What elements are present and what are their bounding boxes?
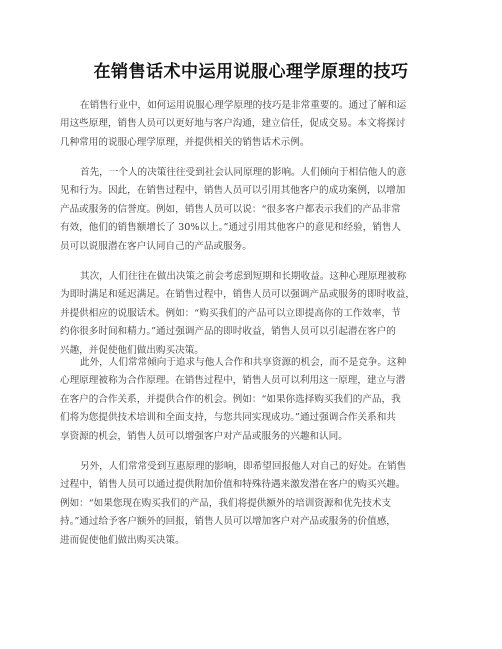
paragraph-line: 进而促使他们做出购买决策。 bbox=[60, 534, 185, 546]
paragraph-line: 持。”通过给予客户额外的回报，销售人员可以增加客户对产品或服务的价值感， bbox=[60, 516, 396, 528]
paragraph-line: 几种常用的说服心理学原理，并提供相关的销售话术示例。 bbox=[60, 136, 310, 148]
paragraph-line: 享资源的机会，销售人员可以增强客户对产品或服务的兴趣和认同。 bbox=[60, 430, 348, 442]
paragraph-line: 首先，一个人的决策往往受到社会认同原理的影响。人们倾向于相信他人的意 bbox=[80, 167, 407, 178]
paragraph-cooperation bbox=[60, 354, 440, 446]
paragraph-line: 此外，人们常常倾向于追求与他人合作和共享资源的机会，而不是竞争。这种 bbox=[80, 357, 407, 368]
paragraph-intro bbox=[60, 97, 440, 152]
paragraph-line: 兴趣，并促使他们做出购买决策。 bbox=[60, 344, 204, 356]
paragraph-gratification bbox=[60, 268, 440, 360]
paragraph-line: 产品或服务的信誉度。例如，销售人员可以说：“很多客户都表示我们的产品非常 bbox=[60, 203, 401, 215]
paragraph-line: 员可以说服潜在客户认同自己的产品或服务。 bbox=[60, 240, 252, 252]
paragraph-reciprocity bbox=[60, 458, 440, 550]
document-title: 在销售话术中运用说服心理学原理的技巧 bbox=[93, 62, 409, 82]
paragraph-line: 例如：“如果您现在购买我们的产品，我们将提供额外的培训资源和优先技术支 bbox=[60, 497, 392, 509]
paragraph-line: 过程中，销售人员可以通过提供附加价值和特殊待遇来激发潜在客户的购买兴趣。 bbox=[60, 479, 406, 491]
paragraph-line: 为即时满足和延迟满足。在销售过程中，销售人员可以强调产品或服务的即时收益， bbox=[60, 289, 415, 301]
paragraph-line: 在销售行业中，如何运用说服心理学原理的技巧是非常重要的。通过了解和运 bbox=[80, 100, 407, 111]
paragraph-line: 另外，人们常常受到互惠原理的影响，即希望回报他人对自己的好处。在销售 bbox=[80, 461, 407, 472]
paragraph-line: 并提供相应的说服话术。例如：“购买我们的产品可以立即提高你的工作效率，节 bbox=[60, 307, 401, 319]
paragraph-line: 们将为您提供技术培训和全面支持，与您共同实现成功。”通过强调合作关系和共 bbox=[60, 412, 396, 424]
paragraph-line: 用这些原理，销售人员可以更好地与客户沟通，建立信任，促成交易。本文将探讨 bbox=[60, 118, 406, 130]
paragraph-line: 见和行为。因此，在销售过程中，销售人员可以引用其他客户的成功案例，以增加 bbox=[60, 185, 406, 197]
paragraph-line: 心理原理被称为合作原理。在销售过程中，销售人员可以利用这一原理，建立与潜 bbox=[60, 375, 406, 387]
paragraph-line: 在客户的合作关系，并提供合作的机会。例如：“如果你选择购买我们的产品，我 bbox=[60, 393, 401, 405]
paragraph-line: 其次，人们往往在做出决策之前会考虑到短期和长期收益。这种心理原理被称 bbox=[80, 271, 407, 282]
paragraph-social-proof bbox=[60, 164, 440, 256]
paragraph-line: 有效，他们的销售额增长了 30%以上。”通过引用其他客户的意见和经验，销售人 bbox=[60, 222, 402, 234]
paragraph-line: 约你很多时间和精力。”通过强调产品的即时收益，销售人员可以引起潜在客户的 bbox=[60, 326, 396, 338]
